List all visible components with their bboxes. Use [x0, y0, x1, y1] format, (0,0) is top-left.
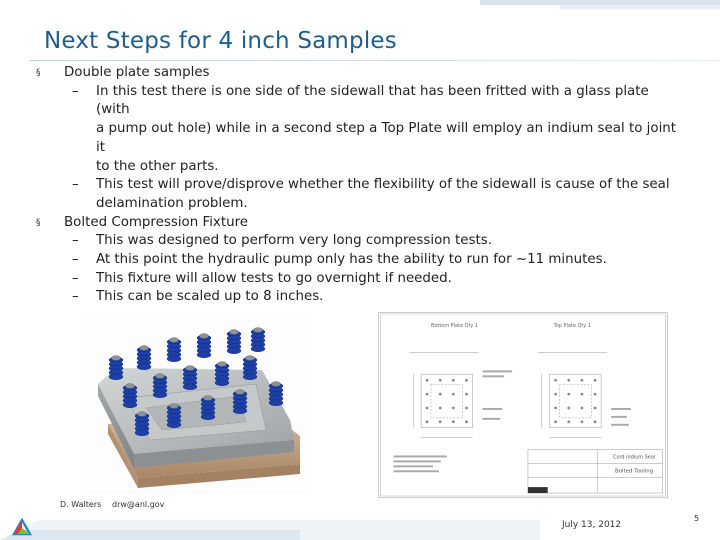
footer-author: D. Walters — [60, 500, 102, 509]
footer-decoration — [0, 518, 540, 540]
bolt-hole — [581, 420, 584, 423]
bullet-text: Double plate samples — [64, 65, 210, 80]
slide-body — [36, 64, 686, 307]
spring-bolt — [243, 356, 257, 380]
sub-bullet-item — [36, 232, 686, 251]
bolt-hole — [567, 379, 570, 382]
engineering-drawing — [378, 312, 668, 498]
sub-bullet-line: This can be scaled up to 8 inches. — [96, 289, 324, 305]
sub-bullet-line: In this test there is one side of the sidewall that has been fritted with a glass plate (with — [96, 83, 649, 118]
title-divider — [30, 60, 720, 61]
bolt-hole — [554, 407, 557, 410]
bolt-hole — [567, 420, 570, 423]
spring-bolt — [109, 356, 123, 380]
bolt-hole — [554, 379, 557, 382]
spring-bolt — [227, 330, 241, 354]
bolt-hole — [465, 407, 468, 410]
bolt-hole — [426, 407, 429, 410]
sub-bullet-line: delamination problem. — [96, 195, 248, 211]
sub-bullet-line: This was designed to perform very long compression tests. — [96, 233, 492, 249]
sub-bullet-line: a pump out hole) while in a second step a Top Plate will employ an indium seal to joint it — [96, 121, 677, 155]
spring-bolt — [167, 338, 181, 362]
spring-bolt — [167, 404, 181, 428]
bolt-hole — [439, 379, 442, 382]
sub-bullet-item — [36, 270, 686, 289]
header-decoration — [420, 0, 720, 14]
footer-email: drw@anl.gov — [112, 500, 165, 509]
bolt-hole — [567, 393, 570, 396]
drawing-left-title: Bottom Plate Qty 1 — [431, 322, 479, 329]
bolt-hole — [594, 407, 597, 410]
sub-bullet-line: This fixture will allow tests to go overnight if needed. — [96, 270, 452, 286]
title-block-label: Cord indium Seal — [613, 454, 656, 461]
spring-bolt — [197, 334, 211, 358]
bolt-hole — [439, 420, 442, 423]
sub-bullet-line: to the other parts. — [96, 158, 219, 174]
spring-bolt — [251, 328, 265, 352]
bullet-marker: § — [36, 68, 41, 78]
bolt-hole — [452, 420, 455, 423]
spring-bolt — [123, 384, 137, 408]
bolt-hole — [581, 393, 584, 396]
bolt-hole — [452, 393, 455, 396]
sub-bullet-marker: – — [72, 177, 79, 193]
argonne-logo — [10, 518, 34, 538]
spring-bolt — [215, 362, 229, 386]
sub-bullet-item — [36, 251, 686, 270]
sub-bullet-line: At this point the hydraulic pump only has the ability to run for ~11 minutes. — [96, 252, 607, 268]
sub-bullet-marker: – — [72, 252, 79, 268]
bolt-hole — [554, 393, 557, 396]
fixture-cad-render — [86, 312, 306, 494]
spring-bolt — [137, 346, 151, 370]
spring-bolt — [201, 396, 215, 420]
bolt-hole — [465, 379, 468, 382]
bolt-hole — [426, 420, 429, 423]
spring-bolt — [233, 390, 247, 414]
sub-bullet-marker: – — [72, 233, 79, 249]
bolt-hole — [426, 379, 429, 382]
bolt-hole — [452, 407, 455, 410]
spring-bolt — [135, 412, 149, 436]
title-block-label: Bolted Tooling — [615, 468, 654, 475]
bullet-item — [36, 64, 686, 83]
bolt-hole — [594, 393, 597, 396]
bolt-hole — [581, 407, 584, 410]
sub-bullet-marker: – — [72, 270, 79, 286]
spring-bolt — [153, 374, 167, 398]
bolt-hole — [465, 393, 468, 396]
sub-bullet-marker: – — [72, 289, 79, 305]
bolt-hole — [594, 420, 597, 423]
bullet-marker: § — [36, 217, 41, 228]
sub-bullet-line: This test will prove/disprove whether the flexibility of the sidewall is cause of the seal — [96, 177, 670, 193]
bullet-text: Bolted Compression Fixture — [64, 214, 249, 230]
bolt-hole — [594, 379, 597, 382]
bolt-hole — [426, 393, 429, 396]
sub-bullet-item — [36, 83, 686, 177]
bullet-item — [36, 214, 686, 233]
spring-bolt — [269, 382, 283, 406]
spring-bolt — [183, 366, 197, 390]
sub-bullet-item — [36, 288, 686, 307]
bolt-hole — [439, 407, 442, 410]
page-number: 5 — [694, 514, 700, 523]
bolt-hole — [439, 393, 442, 396]
bolt-hole — [452, 379, 455, 382]
drawing-right-title: Top Plate Qty 1 — [553, 322, 591, 329]
sub-bullet-marker: – — [72, 83, 79, 99]
slide-title: Next Steps for 4 inch Samples — [44, 28, 397, 54]
footer-date: July 13, 2012 — [562, 520, 622, 530]
bolt-hole — [465, 420, 468, 423]
bolt-hole — [567, 407, 570, 410]
bolt-hole — [581, 379, 584, 382]
bolt-hole — [554, 420, 557, 423]
sub-bullet-item — [36, 176, 686, 213]
